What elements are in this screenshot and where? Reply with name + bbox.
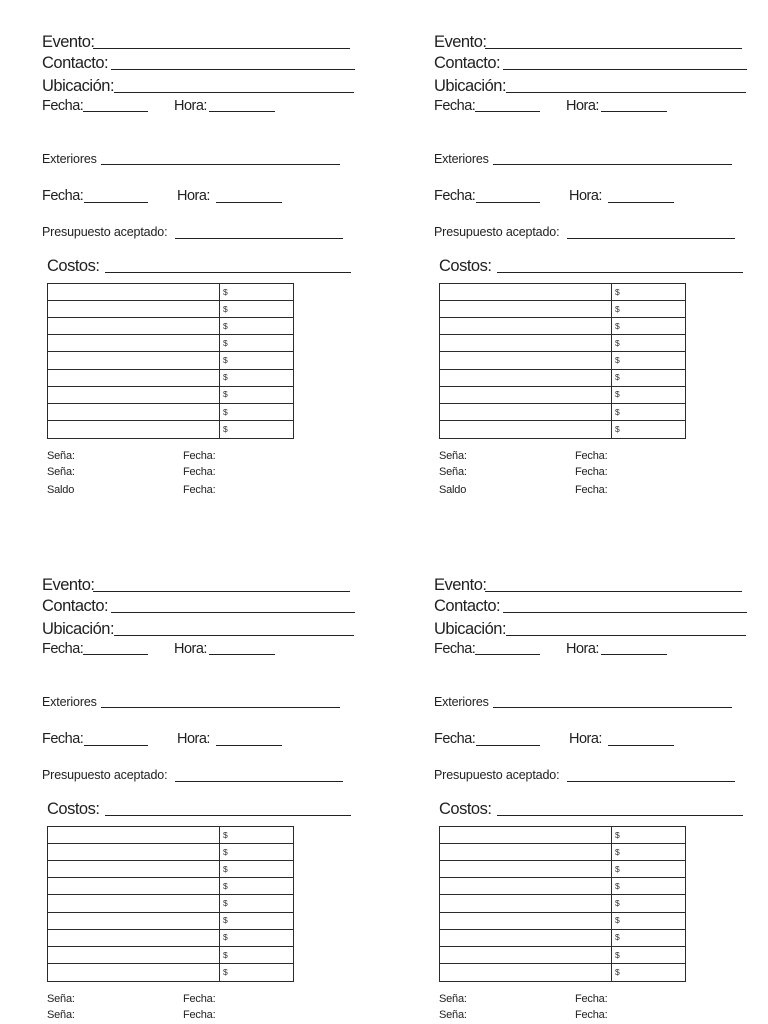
exteriores-hora-blank-line bbox=[608, 745, 674, 746]
hora-blank-line bbox=[601, 111, 667, 112]
fecha-blank-line bbox=[475, 654, 540, 655]
cost-amount-cell bbox=[612, 387, 685, 403]
cost-amount-cell bbox=[220, 318, 293, 334]
cost-amount-cell bbox=[612, 827, 685, 843]
payment-fecha-label: Fecha: bbox=[575, 992, 608, 1005]
exteriores-blank-line bbox=[101, 707, 340, 708]
currency-symbol: $ bbox=[223, 355, 228, 366]
currency-symbol: $ bbox=[223, 967, 228, 978]
cost-amount-cell bbox=[612, 861, 685, 877]
currency-symbol: $ bbox=[223, 915, 228, 926]
exteriores-label: Exteriores bbox=[42, 695, 97, 710]
payment-fecha-label: Fecha: bbox=[575, 1008, 608, 1021]
fecha-blank-line bbox=[475, 111, 540, 112]
cost-description-cell bbox=[440, 861, 612, 877]
cost-row bbox=[48, 878, 293, 895]
evento-label: Evento: bbox=[434, 576, 487, 595]
cost-description-cell bbox=[48, 930, 220, 946]
cost-amount-cell bbox=[612, 930, 685, 946]
cost-description-cell bbox=[48, 301, 220, 317]
payment-row bbox=[47, 1009, 247, 1022]
cost-description-cell bbox=[440, 318, 612, 334]
cost-description-cell bbox=[440, 844, 612, 860]
exteriores-hora-label: Hora: bbox=[569, 188, 602, 204]
payment-fecha-label: Fecha: bbox=[575, 465, 608, 478]
payment-label: Seña: bbox=[47, 449, 75, 462]
payment-fecha-label: Fecha: bbox=[575, 449, 608, 462]
exteriores-hora-blank-line bbox=[608, 202, 674, 203]
cost-row bbox=[440, 827, 685, 844]
cost-description-cell bbox=[48, 370, 220, 386]
fecha-blank-line bbox=[83, 111, 148, 112]
currency-symbol: $ bbox=[223, 406, 228, 417]
hora-blank-line bbox=[209, 654, 275, 655]
costos-blank-line bbox=[497, 815, 743, 816]
cost-row bbox=[48, 284, 293, 301]
exteriores-label: Exteriores bbox=[42, 152, 97, 167]
contacto-label: Contacto: bbox=[434, 54, 501, 73]
costos-blank-line bbox=[497, 272, 743, 273]
cost-description-cell bbox=[440, 827, 612, 843]
payment-label: Seña: bbox=[47, 465, 75, 478]
payment-row bbox=[47, 993, 247, 1006]
exteriores-label: Exteriores bbox=[434, 152, 489, 167]
cost-description-cell bbox=[48, 335, 220, 351]
currency-symbol: $ bbox=[615, 321, 620, 332]
cost-description-cell bbox=[440, 404, 612, 420]
cost-row bbox=[48, 827, 293, 844]
cost-amount-cell bbox=[220, 930, 293, 946]
evento-label: Evento: bbox=[434, 33, 487, 52]
currency-symbol: $ bbox=[223, 338, 228, 349]
currency-symbol: $ bbox=[615, 967, 620, 978]
payment-label: Seña: bbox=[47, 992, 75, 1005]
cost-row bbox=[440, 895, 685, 912]
costos-blank-line bbox=[105, 815, 351, 816]
cost-row bbox=[440, 352, 685, 369]
cost-description-cell bbox=[48, 352, 220, 368]
hora-blank-line bbox=[209, 111, 275, 112]
cost-amount-cell bbox=[220, 387, 293, 403]
cost-row bbox=[48, 370, 293, 387]
cost-amount-cell bbox=[220, 878, 293, 894]
currency-symbol: $ bbox=[223, 846, 228, 857]
currency-symbol: $ bbox=[615, 303, 620, 314]
exteriores-fecha-blank-line bbox=[476, 745, 540, 746]
cost-description-cell bbox=[440, 895, 612, 911]
cost-description-cell bbox=[48, 404, 220, 420]
ubicacion-label: Ubicación: bbox=[42, 619, 115, 638]
cost-row bbox=[440, 947, 685, 964]
evento-blank-line bbox=[93, 48, 350, 49]
cost-description-cell bbox=[48, 844, 220, 860]
currency-symbol: $ bbox=[615, 915, 620, 926]
cost-row bbox=[440, 964, 685, 981]
ubicacion-label: Ubicación: bbox=[434, 76, 507, 95]
currency-symbol: $ bbox=[615, 829, 620, 840]
cost-row bbox=[48, 404, 293, 421]
cost-description-cell bbox=[440, 284, 612, 300]
exteriores-blank-line bbox=[493, 164, 732, 165]
cost-description-cell bbox=[440, 947, 612, 963]
payment-row bbox=[439, 450, 639, 463]
cost-row bbox=[48, 301, 293, 318]
currency-symbol: $ bbox=[615, 846, 620, 857]
exteriores-fecha-blank-line bbox=[476, 202, 540, 203]
event-card bbox=[392, 543, 768, 1024]
payment-row bbox=[439, 993, 639, 1006]
cost-amount-cell bbox=[612, 913, 685, 929]
currency-symbol: $ bbox=[223, 829, 228, 840]
payment-row bbox=[47, 450, 247, 463]
costos-label: Costos: bbox=[47, 257, 100, 276]
currency-symbol: $ bbox=[615, 881, 620, 892]
cost-description-cell bbox=[440, 913, 612, 929]
cost-description-cell bbox=[440, 964, 612, 981]
payment-row bbox=[47, 484, 247, 497]
payment-row bbox=[439, 484, 639, 497]
cost-description-cell bbox=[48, 284, 220, 300]
payment-fecha-label: Fecha: bbox=[183, 449, 216, 462]
exteriores-hora-label: Hora: bbox=[177, 188, 210, 204]
cost-row bbox=[440, 930, 685, 947]
cost-amount-cell bbox=[612, 335, 685, 351]
payment-fecha-label: Fecha: bbox=[183, 483, 216, 496]
cost-amount-cell bbox=[220, 964, 293, 981]
cost-description-cell bbox=[440, 335, 612, 351]
cost-row bbox=[48, 895, 293, 912]
cost-description-cell bbox=[48, 861, 220, 877]
cost-description-cell bbox=[440, 878, 612, 894]
cost-description-cell bbox=[440, 421, 612, 438]
currency-symbol: $ bbox=[223, 303, 228, 314]
cost-amount-cell bbox=[612, 844, 685, 860]
ubicacion-label: Ubicación: bbox=[42, 76, 115, 95]
cost-row bbox=[48, 318, 293, 335]
costs-table bbox=[47, 826, 294, 982]
currency-symbol: $ bbox=[615, 286, 620, 297]
cost-row bbox=[440, 370, 685, 387]
currency-symbol: $ bbox=[223, 949, 228, 960]
cost-description-cell bbox=[440, 930, 612, 946]
payment-label: Seña: bbox=[47, 1008, 75, 1021]
cost-amount-cell bbox=[220, 827, 293, 843]
presupuesto-label: Presupuesto aceptado: bbox=[434, 224, 560, 239]
currency-symbol: $ bbox=[223, 864, 228, 875]
exteriores-hora-blank-line bbox=[216, 202, 282, 203]
cost-amount-cell bbox=[612, 878, 685, 894]
cost-description-cell bbox=[48, 421, 220, 438]
costs-table bbox=[439, 283, 686, 439]
cost-amount-cell bbox=[612, 352, 685, 368]
cost-row bbox=[48, 335, 293, 352]
exteriores-fecha-label: Fecha: bbox=[434, 188, 476, 204]
fecha-label: Fecha: bbox=[42, 641, 84, 657]
currency-symbol: $ bbox=[223, 932, 228, 943]
presupuesto-blank-line bbox=[567, 781, 735, 782]
cost-amount-cell bbox=[612, 370, 685, 386]
cost-amount-cell bbox=[612, 964, 685, 981]
payment-label: Saldo bbox=[439, 483, 467, 496]
presupuesto-label: Presupuesto aceptado: bbox=[42, 767, 168, 782]
cost-row bbox=[440, 301, 685, 318]
contacto-blank-line bbox=[111, 69, 355, 70]
cost-amount-cell bbox=[220, 301, 293, 317]
cost-row bbox=[440, 421, 685, 438]
evento-label: Evento: bbox=[42, 33, 95, 52]
contacto-label: Contacto: bbox=[434, 597, 501, 616]
cost-row bbox=[440, 913, 685, 930]
presupuesto-blank-line bbox=[175, 238, 343, 239]
costos-blank-line bbox=[105, 272, 351, 273]
contacto-blank-line bbox=[111, 612, 355, 613]
cost-row bbox=[48, 352, 293, 369]
cost-row bbox=[440, 844, 685, 861]
payment-row bbox=[439, 466, 639, 479]
payment-row bbox=[439, 1009, 639, 1022]
fecha-label: Fecha: bbox=[434, 98, 476, 114]
cost-amount-cell bbox=[220, 947, 293, 963]
exteriores-label: Exteriores bbox=[434, 695, 489, 710]
cost-description-cell bbox=[48, 827, 220, 843]
fecha-label: Fecha: bbox=[434, 641, 476, 657]
costs-table bbox=[47, 283, 294, 439]
currency-symbol: $ bbox=[223, 372, 228, 383]
exteriores-fecha-label: Fecha: bbox=[42, 731, 84, 747]
fecha-blank-line bbox=[83, 654, 148, 655]
cost-row bbox=[440, 404, 685, 421]
cost-row bbox=[48, 947, 293, 964]
exteriores-hora-blank-line bbox=[216, 745, 282, 746]
costos-label: Costos: bbox=[47, 800, 100, 819]
cost-amount-cell bbox=[220, 370, 293, 386]
cost-amount-cell bbox=[220, 895, 293, 911]
cost-amount-cell bbox=[612, 421, 685, 438]
hora-label: Hora: bbox=[174, 98, 207, 114]
currency-symbol: $ bbox=[615, 338, 620, 349]
currency-symbol: $ bbox=[223, 898, 228, 909]
cost-row bbox=[48, 421, 293, 438]
currency-symbol: $ bbox=[615, 864, 620, 875]
event-card bbox=[0, 543, 376, 1024]
currency-symbol: $ bbox=[223, 881, 228, 892]
currency-symbol: $ bbox=[223, 286, 228, 297]
presupuesto-blank-line bbox=[175, 781, 343, 782]
cost-row bbox=[440, 318, 685, 335]
currency-symbol: $ bbox=[615, 355, 620, 366]
cost-row bbox=[48, 861, 293, 878]
payment-fecha-label: Fecha: bbox=[183, 465, 216, 478]
evento-blank-line bbox=[485, 591, 742, 592]
cost-amount-cell bbox=[220, 352, 293, 368]
cost-description-cell bbox=[440, 387, 612, 403]
cost-description-cell bbox=[48, 387, 220, 403]
presupuesto-label: Presupuesto aceptado: bbox=[42, 224, 168, 239]
cost-row bbox=[440, 284, 685, 301]
payment-label: Seña: bbox=[439, 1008, 467, 1021]
exteriores-fecha-blank-line bbox=[84, 745, 148, 746]
payment-row bbox=[47, 466, 247, 479]
currency-symbol: $ bbox=[615, 372, 620, 383]
currency-symbol: $ bbox=[615, 424, 620, 435]
costos-label: Costos: bbox=[439, 257, 492, 276]
currency-symbol: $ bbox=[223, 321, 228, 332]
ubicacion-label: Ubicación: bbox=[434, 619, 507, 638]
cost-amount-cell bbox=[612, 284, 685, 300]
exteriores-blank-line bbox=[101, 164, 340, 165]
exteriores-fecha-label: Fecha: bbox=[42, 188, 84, 204]
ubicacion-blank-line bbox=[506, 92, 746, 93]
payment-fecha-label: Fecha: bbox=[575, 483, 608, 496]
cost-amount-cell bbox=[220, 335, 293, 351]
payment-label: Seña: bbox=[439, 465, 467, 478]
cost-row bbox=[48, 387, 293, 404]
cost-description-cell bbox=[48, 947, 220, 963]
payment-label: Seña: bbox=[439, 449, 467, 462]
exteriores-fecha-blank-line bbox=[84, 202, 148, 203]
cost-row bbox=[440, 335, 685, 352]
contacto-blank-line bbox=[503, 612, 747, 613]
cost-amount-cell bbox=[220, 861, 293, 877]
currency-symbol: $ bbox=[615, 406, 620, 417]
cost-amount-cell bbox=[220, 913, 293, 929]
hora-blank-line bbox=[601, 654, 667, 655]
payment-fecha-label: Fecha: bbox=[183, 992, 216, 1005]
payment-fecha-label: Fecha: bbox=[183, 1008, 216, 1021]
costos-label: Costos: bbox=[439, 800, 492, 819]
payment-label: Seña: bbox=[439, 992, 467, 1005]
ubicacion-blank-line bbox=[114, 92, 354, 93]
evento-label: Evento: bbox=[42, 576, 95, 595]
payment-label: Saldo bbox=[47, 483, 75, 496]
exteriores-fecha-label: Fecha: bbox=[434, 731, 476, 747]
cost-description-cell bbox=[440, 370, 612, 386]
cost-amount-cell bbox=[220, 421, 293, 438]
cost-amount-cell bbox=[612, 301, 685, 317]
cost-amount-cell bbox=[220, 844, 293, 860]
hora-label: Hora: bbox=[566, 641, 599, 657]
evento-blank-line bbox=[93, 591, 350, 592]
cost-amount-cell bbox=[612, 895, 685, 911]
exteriores-hora-label: Hora: bbox=[569, 731, 602, 747]
currency-symbol: $ bbox=[223, 389, 228, 400]
currency-symbol: $ bbox=[615, 389, 620, 400]
contacto-label: Contacto: bbox=[42, 54, 109, 73]
exteriores-blank-line bbox=[493, 707, 732, 708]
fecha-label: Fecha: bbox=[42, 98, 84, 114]
cost-description-cell bbox=[440, 352, 612, 368]
contacto-label: Contacto: bbox=[42, 597, 109, 616]
cost-description-cell bbox=[48, 895, 220, 911]
cost-amount-cell bbox=[220, 404, 293, 420]
exteriores-hora-label: Hora: bbox=[177, 731, 210, 747]
cost-description-cell bbox=[440, 301, 612, 317]
currency-symbol: $ bbox=[223, 424, 228, 435]
cost-row bbox=[48, 930, 293, 947]
currency-symbol: $ bbox=[615, 898, 620, 909]
ubicacion-blank-line bbox=[506, 635, 746, 636]
contacto-blank-line bbox=[503, 69, 747, 70]
cost-row bbox=[48, 844, 293, 861]
costs-table bbox=[439, 826, 686, 982]
currency-symbol: $ bbox=[615, 949, 620, 960]
currency-symbol: $ bbox=[615, 932, 620, 943]
hora-label: Hora: bbox=[566, 98, 599, 114]
cost-amount-cell bbox=[612, 947, 685, 963]
hora-label: Hora: bbox=[174, 641, 207, 657]
event-card bbox=[0, 0, 376, 543]
cost-row bbox=[440, 861, 685, 878]
cost-row bbox=[440, 387, 685, 404]
cost-row bbox=[48, 913, 293, 930]
cost-row bbox=[440, 878, 685, 895]
ubicacion-blank-line bbox=[114, 635, 354, 636]
cost-description-cell bbox=[48, 318, 220, 334]
cost-description-cell bbox=[48, 878, 220, 894]
cost-amount-cell bbox=[612, 318, 685, 334]
cost-description-cell bbox=[48, 964, 220, 981]
presupuesto-label: Presupuesto aceptado: bbox=[434, 767, 560, 782]
cost-amount-cell bbox=[220, 284, 293, 300]
cost-description-cell bbox=[48, 913, 220, 929]
evento-blank-line bbox=[485, 48, 742, 49]
presupuesto-blank-line bbox=[567, 238, 735, 239]
cost-amount-cell bbox=[612, 404, 685, 420]
cost-row bbox=[48, 964, 293, 981]
event-card bbox=[392, 0, 768, 543]
